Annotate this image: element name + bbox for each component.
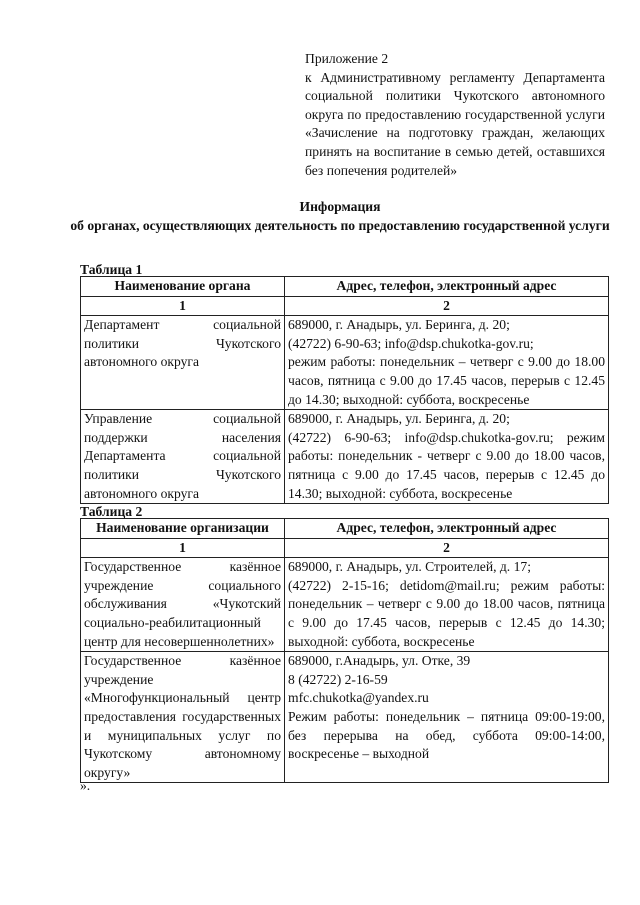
table-header-row — [81, 519, 609, 539]
phone-email-line: (42722) 6-90-63; info@dsp.chukotka-gov.ru; режим работы: понедельник - четверг с 9.00 до 18.00 часов, пятница с 9.00 до 17.45 часов, перерыв с 12.45 до 14.30; выходной: суббота, воскресенье — [288, 429, 605, 501]
column-number-row — [81, 296, 609, 316]
table-row — [81, 652, 609, 783]
phone-email-line: (42722) 2-15-16; detidom@mail.ru; режим работы: понедельник – четверг с 9.00 до 18.00 часов, пятница с 9.00 до 17.45 часов, перерыв с 12.45 до 14.30; выходной: суббота, воскресенье — [288, 577, 605, 649]
phone-line: 8 (42722) 2-16-59 — [288, 671, 388, 687]
column-number-row — [81, 538, 609, 558]
email-line: mfc.chukotka@yandex.ru — [288, 690, 429, 706]
column-number: 1 — [81, 538, 285, 558]
schedule-line: режим работы: понедельник – четверг с 9.00 до 18.00 часов, пятница с 9.00 до 17.45 часов, перерыв с 12.45 до 14.30; выходной: суббота, воскресенье — [288, 354, 605, 407]
schedule-line: Режим работы: понедельник – пятница 09:00-19:00, без перерыва на обед, суббота 09:00-14:00, воскресенье – выходной — [288, 708, 605, 762]
phone-email-line: (42722) 6-90-63; info@dsp.chukotka-gov.ru; — [288, 335, 534, 351]
title-line-2: об органах, осуществляющих деятельность по предоставлению государственной услуги — [70, 217, 610, 233]
appendix-header — [305, 50, 605, 180]
organ-name: Департамент социальной политики Чукотского автономного округа — [81, 316, 285, 410]
closing-quote: ». — [80, 778, 91, 793]
column-header-name: Наименование органа — [81, 277, 285, 297]
table-2-caption: Таблица 2 — [80, 504, 143, 519]
table-1-caption: Таблица 1 — [80, 262, 143, 277]
title-line-1: Информация — [299, 199, 381, 214]
column-number: 1 — [81, 296, 285, 316]
address-line: 689000, г.Анадырь, ул. Отке, 39 — [288, 653, 471, 669]
organization-name: Государственное казённое учреждение социального обслуживания «Чукотский социально-реабилитационный центр для несовершеннолетних» — [81, 558, 285, 652]
table-1 — [80, 276, 609, 504]
address-line: 689000, г. Анадырь, ул. Беринга, д. 20; — [288, 411, 510, 427]
address-line: 689000, г. Анадырь, ул. Беринга, д. 20; — [288, 317, 510, 333]
table-row — [81, 316, 609, 410]
appendix-number: Приложение 2 — [305, 51, 389, 66]
document-title — [60, 198, 620, 235]
table-header-row — [81, 277, 609, 297]
organ-contacts — [285, 316, 609, 410]
organ-name: Управление социальной поддержки населения Департамента социальной политики Чукотского автономного округа — [81, 410, 285, 504]
organization-name: Государственное казённое учреждение «Многофункциональный центр предоставления государственных и муниципальных услуг по Чукотскому автономному округу» — [81, 652, 285, 783]
address-line: 689000, г. Анадырь, ул. Строителей, д. 17; — [288, 559, 531, 575]
table-2 — [80, 518, 609, 783]
column-number: 2 — [285, 296, 609, 316]
appendix-text: к Административному регламенту Департамента социальной политики Чукотского автономного округа по предоставлению государственной услуги «Зачисление на подготовку граждан, желающих принять на воспитание в семью детей, оставшихся без попечения родителей» — [305, 69, 605, 178]
organization-contacts — [285, 558, 609, 652]
organ-contacts — [285, 410, 609, 504]
organization-contacts — [285, 652, 609, 783]
table-row — [81, 410, 609, 504]
column-header-address: Адрес, телефон, электронный адрес — [285, 519, 609, 539]
column-header-name: Наименование организации — [81, 519, 285, 539]
column-header-address: Адрес, телефон, электронный адрес — [285, 277, 609, 297]
column-number: 2 — [285, 538, 609, 558]
table-row — [81, 558, 609, 652]
